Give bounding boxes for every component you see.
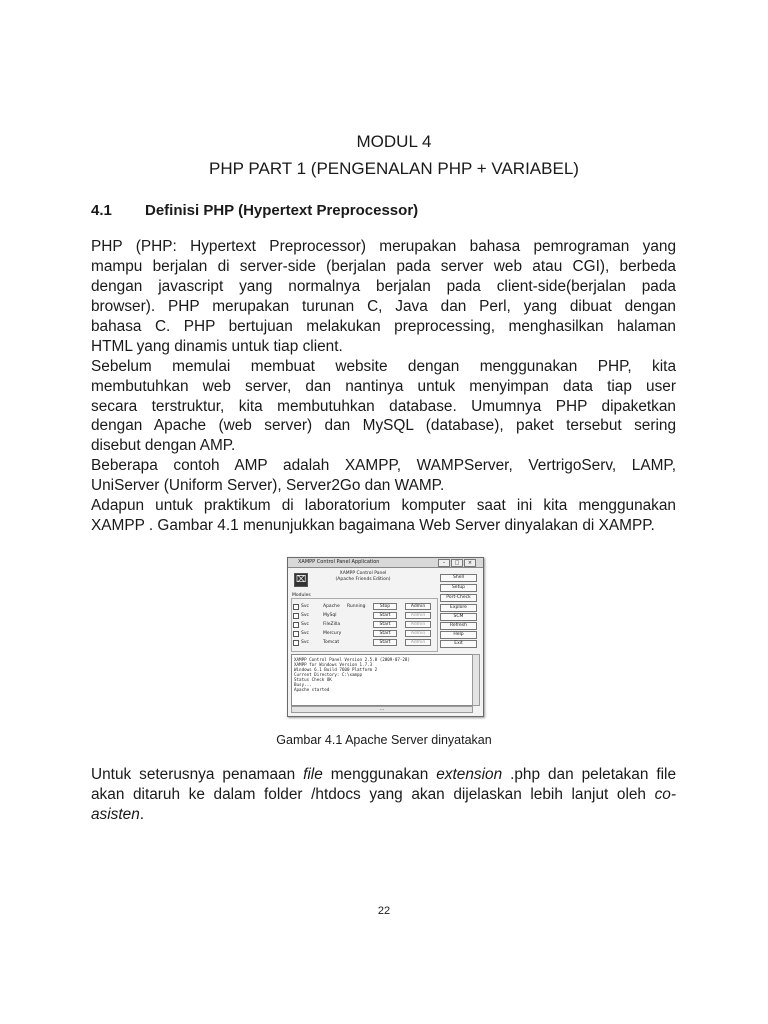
module-title: MODUL 4 <box>356 132 432 151</box>
text-line: Adapun untuk praktikum di laboratorium komputer saat ini kita menggunakan <box>91 497 676 515</box>
log-line: Status Check OK <box>294 677 332 682</box>
module-row <box>293 603 433 610</box>
log-line: Windows 6.1 Build 7600 Platform 2 <box>294 667 378 672</box>
panel-header-line1: XAMPP Control Panel <box>339 571 387 576</box>
close-icon: × <box>464 559 476 567</box>
text-line: HTML yang dinamis untuk tiap client. <box>91 337 343 355</box>
status-log <box>291 654 473 706</box>
module-row <box>293 639 433 646</box>
module-start-stop-button: Start <box>373 612 397 619</box>
module-start-stop-button: Start <box>373 630 397 637</box>
body-text <box>91 237 676 536</box>
setup-button: Setup <box>440 584 477 592</box>
text-line: XAMPP . Gambar 4.1 menunjukkan bagaimana Web Server dinyalakan di XAMPP. <box>91 517 655 535</box>
svc-label: Svc <box>301 622 309 627</box>
text-line: secara terstruktur, kita membutuhkan database. Umumnya PHP dipaketkan <box>91 397 676 415</box>
text-line: membutuhkan web server, dan nantinya untuk menyimpan data tiap user <box>91 377 676 395</box>
maximize-icon: □ <box>451 559 463 567</box>
page-number: 22 <box>377 905 391 917</box>
svc-checkbox <box>293 604 299 610</box>
text-line: UniServer (Uniform Server), Server2Go dan WAMP. <box>91 477 445 495</box>
module-admin-button: Admin <box>405 612 431 619</box>
text-line: mampu berjalan di server-side (berjalan pada server web atau CGI), berbeda <box>91 257 676 275</box>
text-line: Untuk seterusnya penamaan file menggunakan extension .php dan peletakan file <box>91 766 677 783</box>
text-line: disebut dengan AMP. <box>91 437 236 455</box>
xampp-logo-icon: ⌧ <box>295 575 307 585</box>
scm-button: SCM <box>440 613 477 621</box>
svc-checkbox <box>293 631 299 637</box>
module-subtitle: PHP PART 1 (PENGENALAN PHP + VARIABEL) <box>209 159 579 178</box>
module-admin-button: Admin <box>405 603 431 610</box>
svc-label: Svc <box>301 604 309 609</box>
module-row <box>293 621 433 628</box>
text-line: Beberapa contoh AMP adalah XAMPP, WAMPServer, VertrigoServ, LAMP, <box>91 457 676 475</box>
text-line: asisten. <box>91 805 145 823</box>
log-line: XAMPP for Windows Version 1.7.3 <box>294 662 373 667</box>
text-line: browser). PHP merupakan turunan C, Java dan Perl, yang dibuat dengan <box>91 297 676 315</box>
module-admin-button: Admin <box>405 621 431 628</box>
xampp-screenshot-figure <box>287 557 484 717</box>
log-line: Current Directory: C:\xampp <box>294 672 363 677</box>
window-title: XAMPP Control Panel Application <box>298 559 380 565</box>
window-titlebar <box>288 558 483 568</box>
text-line: bahasa C. PHP bertujuan melakukan preprocessing, menghasilkan halaman <box>91 317 676 335</box>
section-title: Definisi PHP (Hypertext Preprocessor) <box>145 202 419 219</box>
text-line: dengan javascript yang normalnya berjalan pada client-side(berjalan pada <box>91 277 676 295</box>
module-name: FileZilla <box>323 622 341 627</box>
port-check-button: Port-Check <box>440 594 477 602</box>
module-admin-button: Admin <box>405 639 431 646</box>
shell-button: Shell <box>440 574 477 582</box>
figure-caption: Gambar 4.1 Apache Server dinyatakan <box>276 733 492 747</box>
module-name: Apache <box>323 604 340 609</box>
svc-checkbox <box>293 640 299 646</box>
svc-label: Svc <box>301 631 309 636</box>
svc-label: Svc <box>301 613 309 618</box>
log-horizontal-scrollbar: ··· <box>291 706 473 713</box>
module-name: Tomcat <box>323 640 340 645</box>
module-start-stop-button: Stop <box>373 603 397 610</box>
svc-checkbox <box>293 613 299 619</box>
section-heading <box>91 202 418 219</box>
minimize-icon: – <box>438 559 450 567</box>
text-line: Sebelum memulai membuat website dengan menggunakan PHP, kita <box>91 357 676 375</box>
explore-button: Explore <box>440 604 477 612</box>
log-line: XAMPP Control Panel Version 2.5.8 (2009-07-28) <box>294 657 410 662</box>
panel-header <box>318 571 408 583</box>
section-number: 4.1 <box>91 202 112 219</box>
module-admin-button: Admin <box>405 630 431 637</box>
help-button: Help <box>440 631 477 639</box>
module-row <box>293 630 433 637</box>
module-start-stop-button: Start <box>373 621 397 628</box>
closing-paragraph <box>91 765 676 825</box>
log-line: Apache started <box>294 687 330 692</box>
svc-label: Svc <box>301 640 309 645</box>
module-name: Mercury <box>323 631 342 636</box>
exit-button: Exit <box>440 640 477 648</box>
text-line: PHP (PHP: Hypertext Preprocessor) merupakan bahasa pemrograman yang <box>91 238 676 255</box>
module-row <box>293 612 433 619</box>
module-status: Running <box>347 604 366 609</box>
modules-label: Modules <box>292 593 311 598</box>
panel-header-line2: (Apache Friends Edition) <box>335 577 391 582</box>
text-line: dengan Apache (web server) dan MySQL (database), paket tersebut sering <box>91 417 676 435</box>
log-vertical-scrollbar <box>472 654 480 706</box>
text-line: akan ditaruh ke dalam folder /htdocs yang akan dijelaskan lebih lanjut oleh co- <box>91 785 676 803</box>
module-name: MySql <box>323 613 337 618</box>
refresh-button: Refresh <box>440 622 477 630</box>
module-start-stop-button: Start <box>373 639 397 646</box>
log-line: Busy... <box>294 682 312 687</box>
svc-checkbox <box>293 622 299 628</box>
